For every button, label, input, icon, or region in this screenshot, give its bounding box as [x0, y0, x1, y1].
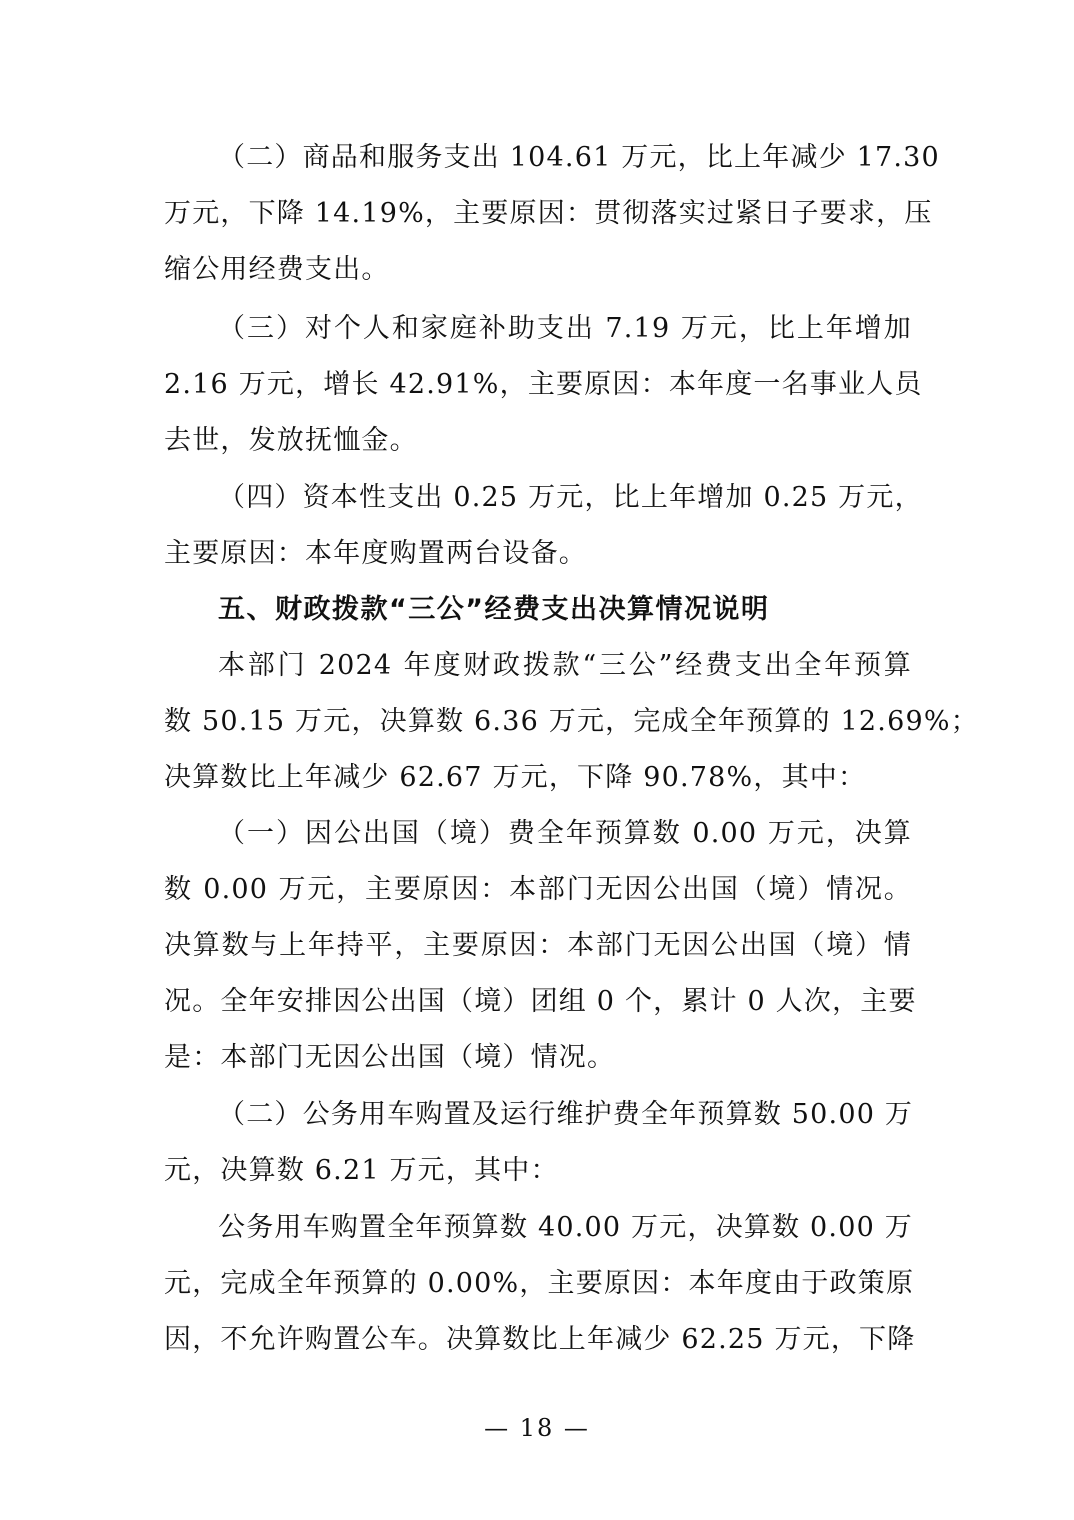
paragraph-overseas-travel-line-1: （一）因公出国（境）费全年预算数 0.00 万元，决算 [218, 818, 912, 849]
paragraph-three-public-summary-line-3: 决算数比上年减少 62.67 万元，下降 90.78%，其中： [164, 762, 867, 793]
paragraph-three-public-summary-line-1: 本部门 2024 年度财政拨款“三公”经费支出全年预算 [218, 650, 912, 681]
paragraph-vehicle-purchase-line-1: 公务用车购置全年预算数 40.00 万元，决算数 0.00 万 [218, 1212, 913, 1243]
paragraph-official-vehicles-line-1: （二）公务用车购置及运行维护费全年预算数 50.00 万 [218, 1099, 914, 1130]
paragraph-capital-expense-line-1: （四）资本性支出 0.25 万元，比上年增加 0.25 万元， [218, 482, 923, 513]
paragraph-household-subsidy-line-1: （三）对个人和家庭补助支出 7.19 万元，比上年增加 [218, 313, 912, 344]
paragraph-overseas-travel-line-4: 况。全年安排因公出国（境）团组 0 个，累计 0 人次，主要 [164, 986, 917, 1017]
paragraph-goods-services-line-1: （二）商品和服务支出 104.61 万元，比上年减少 17.30 [218, 142, 940, 173]
page-number: — 18 — [484, 1414, 590, 1442]
paragraph-household-subsidy-line-3: 去世，发放抚恤金。 [164, 425, 418, 456]
paragraph-goods-services-line-3: 缩公用经费支出。 [164, 254, 390, 285]
paragraph-vehicle-purchase-line-3: 因，不允许购置公车。决算数比上年减少 62.25 万元，下降 [164, 1324, 916, 1355]
paragraph-three-public-summary-line-2: 数 50.15 万元，决算数 6.36 万元，完成全年预算的 12.69%； [164, 706, 979, 737]
paragraph-household-subsidy-line-2: 2.16 万元，增长 42.91%，主要原因：本年度一名事业人员 [164, 369, 923, 400]
paragraph-capital-expense-line-2: 主要原因：本年度购置两台设备。 [164, 538, 587, 569]
paragraph-overseas-travel-line-3: 决算数与上年持平，主要原因：本部门无因公出国（境）情 [164, 930, 912, 961]
paragraph-vehicle-purchase-line-2: 元，完成全年预算的 0.00%，主要原因：本年度由于政策原 [164, 1268, 915, 1299]
paragraph-overseas-travel-line-5: 是：本部门无因公出国（境）情况。 [164, 1042, 616, 1073]
paragraph-goods-services-line-2: 万元，下降 14.19%，主要原因：贯彻落实过紧日子要求，压 [164, 198, 933, 229]
section-heading-three-public-expenses: 五、财政拨款“三公”经费支出决算情况说明 [218, 594, 770, 625]
paragraph-official-vehicles-line-2: 元，决算数 6.21 万元，其中： [164, 1155, 559, 1186]
paragraph-overseas-travel-line-2: 数 0.00 万元，主要原因：本部门无因公出国（境）情况。 [164, 874, 912, 905]
